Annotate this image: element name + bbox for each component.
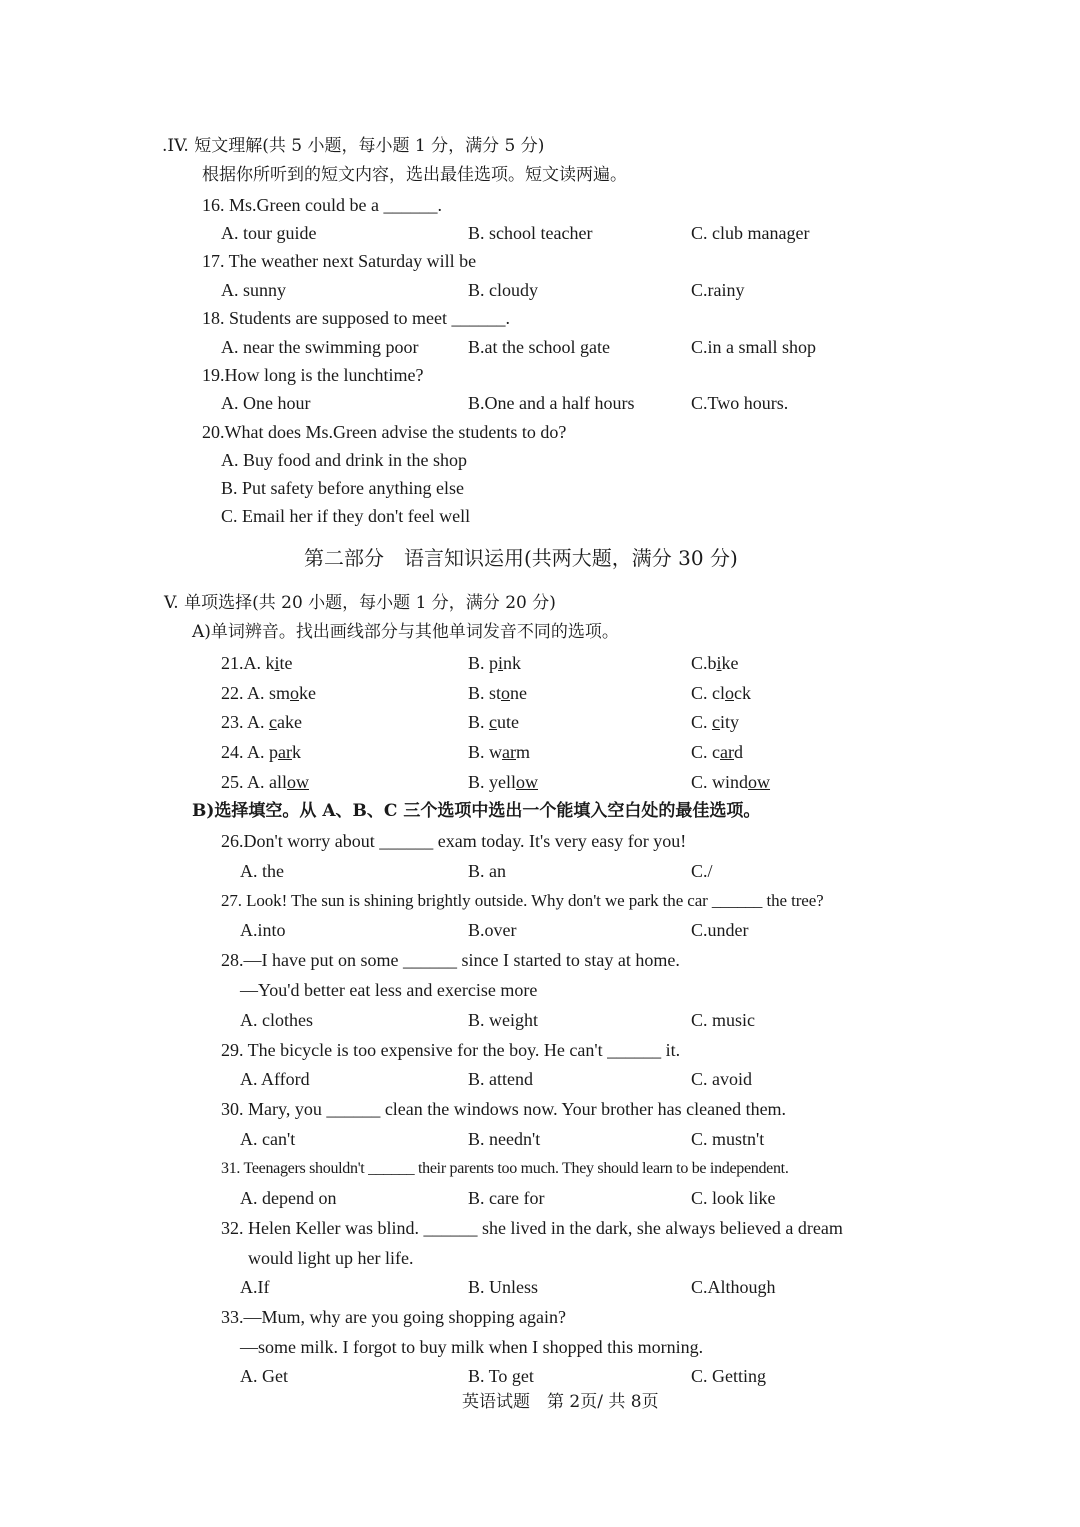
q26-option-a: A. the <box>240 861 284 881</box>
q32-option-c: C.Although <box>691 1277 776 1297</box>
q33-stem: 33.—Mum, why are you going shopping again? <box>221 1307 566 1327</box>
q30-option-b: B. needn't <box>468 1129 541 1149</box>
q19-option-b: B.One and a half hours <box>468 393 635 413</box>
q25-option-b: B. yellow <box>468 772 538 792</box>
q28-option-a: A. clothes <box>240 1010 313 1030</box>
q20-option-c: C. Email her if they don't feel well <box>221 506 471 526</box>
q28-option-b: B. weight <box>468 1010 538 1030</box>
q33-option-b: B. To get <box>468 1366 534 1386</box>
q27-option-b: B.over <box>468 920 517 940</box>
q16-stem: 16. Ms.Green could be a ______. <box>202 195 442 215</box>
q17-option-c: C.rainy <box>691 280 745 300</box>
q31-stem: 31. Teenagers shouldn't ______ their parents too much. They should learn to be independent. <box>221 1160 789 1177</box>
part4-instruction: 根据你所听到的短文内容，选出最佳选项。短文读两遍。 <box>202 165 627 185</box>
q28-stem: 28.—I have put on some ______ since I started to stay at home. <box>221 950 680 970</box>
q24-option-b: B. warm <box>468 742 531 762</box>
q17-option-a: A. sunny <box>221 280 287 300</box>
q21-option-c: C.bike <box>691 653 739 673</box>
q20-stem: 20.What does Ms.Green advise the students to do? <box>202 422 567 442</box>
section-b-instruction: B)选择填空。从 A、B、C 三个选项中选出一个能填入空白处的最佳选项。 <box>192 801 761 821</box>
q20-option-b: B. Put safety before anything else <box>221 478 464 498</box>
q18-option-b: B.at the school gate <box>468 337 610 357</box>
q30-option-a: A. can't <box>240 1129 296 1149</box>
q29-option-b: B. attend <box>468 1069 533 1089</box>
q28-stem-reply: —You'd better eat less and exercise more <box>240 980 538 1000</box>
q25-option-a: 25. A. allow <box>221 772 309 792</box>
section-a-instruction: A)单词辨音。找出画线部分与其他单词发音不同的选项。 <box>192 622 619 642</box>
q31-option-c: C. look like <box>691 1188 776 1208</box>
q29-stem: 29. The bicycle is too expensive for the boy. He can't ______ it. <box>221 1040 681 1060</box>
q30-option-c: C. mustn't <box>691 1129 765 1149</box>
q22-option-b: B. stone <box>468 683 528 703</box>
q24-option-a: 24. A. park <box>221 742 301 762</box>
q33-stem-reply: —some milk. I forgot to buy milk when I shopped this morning. <box>240 1337 704 1357</box>
q22-option-c: C. clock <box>691 683 751 703</box>
q19-stem: 19.How long is the lunchtime? <box>202 365 424 385</box>
page-footer: 英语试题 第 2页/ 共 8页 <box>462 1392 659 1412</box>
q32-option-a: A.If <box>240 1277 270 1297</box>
q16-option-a: A. tour guide <box>221 223 317 243</box>
q23-option-c: C. city <box>691 712 740 732</box>
q27-option-a: A.into <box>240 920 286 940</box>
q16-option-c: C. club manager <box>691 223 810 243</box>
q16-option-b: B. school teacher <box>468 223 593 243</box>
q27-stem: 27. Look! The sun is shining brightly outside. Why don't we park the car ______ the tree? <box>221 891 824 910</box>
q32-stem-continued: would light up her life. <box>248 1248 414 1268</box>
q23-option-b: B. cute <box>468 712 520 732</box>
q24-option-c: C. card <box>691 742 743 762</box>
q23-option-a: 23. A. cake <box>221 712 302 732</box>
q33-option-a: A. Get <box>240 1366 288 1386</box>
q21-option-a: 21.A. kite <box>221 653 293 673</box>
q18-option-c: C.in a small shop <box>691 337 816 357</box>
q19-option-c: C.Two hours. <box>691 393 789 413</box>
q26-stem: 26.Don't worry about ______ exam today. It's very easy for you! <box>221 831 687 851</box>
q22-option-a: 22. A. smoke <box>221 683 317 703</box>
q17-stem: 17. The weather next Saturday will be <box>202 251 477 271</box>
part4-title: .IV. 短文理解(共 5 小题，每小题 1 分，满分 5 分) <box>162 136 545 156</box>
q18-stem: 18. Students are supposed to meet ______. <box>202 308 510 328</box>
q18-option-a: A. near the swimming poor <box>221 337 419 357</box>
q19-option-a: A. One hour <box>221 393 311 413</box>
q29-option-c: C. avoid <box>691 1069 752 1089</box>
q30-stem: 30. Mary, you ______ clean the windows now. Your brother has cleaned them. <box>221 1099 787 1119</box>
q32-option-b: B. Unless <box>468 1277 539 1297</box>
part5-title: V. 单项选择(共 20 小题，每小题 1 分，满分 20 分) <box>164 593 556 613</box>
q31-option-b: B. care for <box>468 1188 545 1208</box>
q31-option-a: A. depend on <box>240 1188 337 1208</box>
q20-option-a: A. Buy food and drink in the shop <box>221 450 467 470</box>
q26-option-c: C./ <box>691 861 713 881</box>
q33-option-c: C. Getting <box>691 1366 766 1386</box>
q25-option-c: C. window <box>691 772 771 792</box>
q17-option-b: B. cloudy <box>468 280 538 300</box>
q27-option-c: C.under <box>691 920 749 940</box>
q28-option-c: C. music <box>691 1010 756 1030</box>
q26-option-b: B. an <box>468 861 506 881</box>
part-two-title: 第二部分 语言知识运用(共两大题，满分 30 分) <box>304 546 738 570</box>
q21-option-b: B. pink <box>468 653 522 673</box>
q32-stem: 32. Helen Keller was blind. ______ she lived in the dark, she always believed a dream <box>221 1218 843 1238</box>
q29-option-a: A. Afford <box>240 1069 310 1089</box>
